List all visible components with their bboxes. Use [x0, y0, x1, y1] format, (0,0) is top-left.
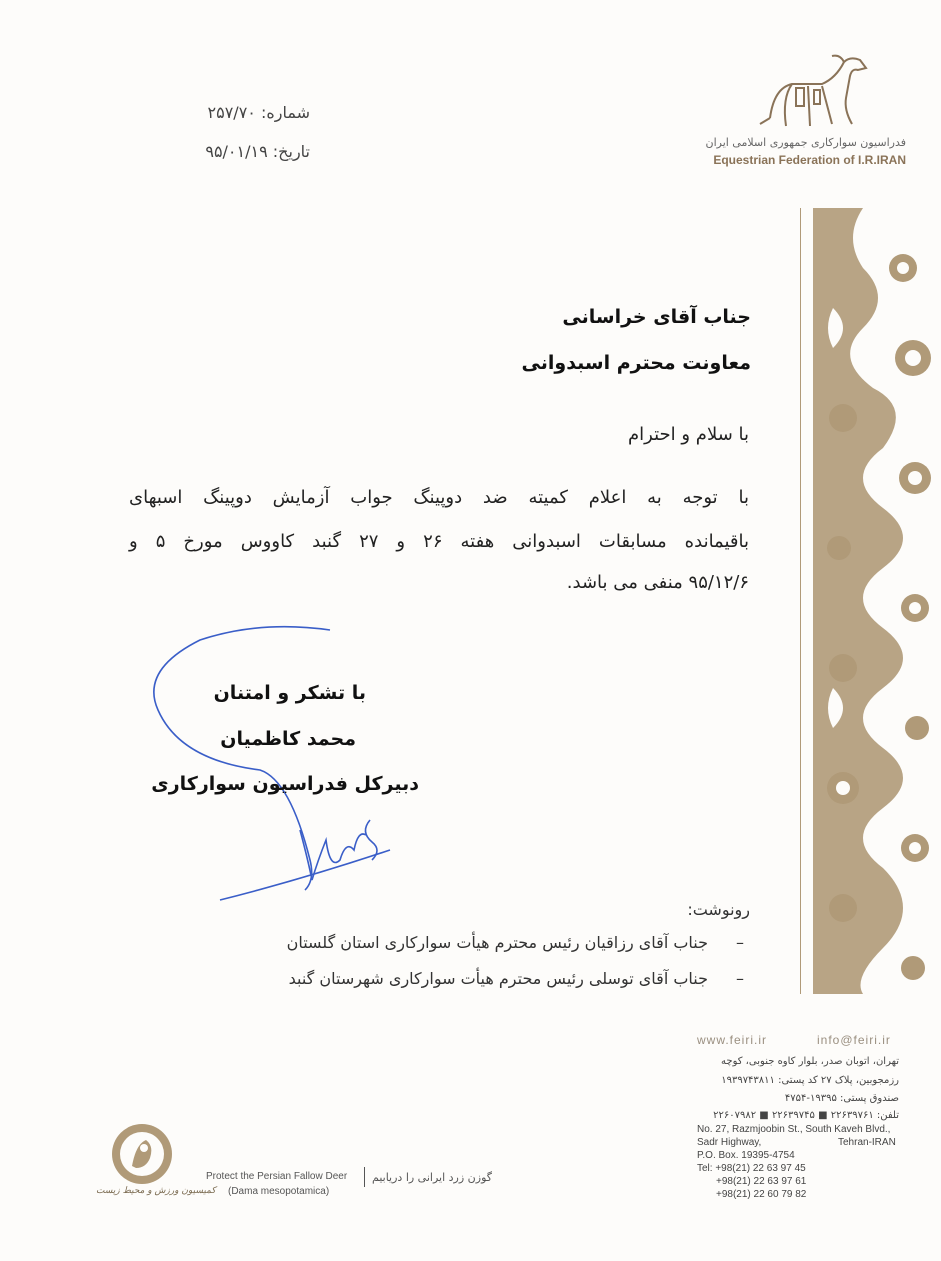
website-link[interactable]: www.feiri.ir: [697, 1033, 768, 1047]
phones-fa: تلفن: ۲۲۶۳۹۷۶۱ ■ ۲۲۶۳۹۷۴۵ ■ ۲۲۶۰۷۹۸۲: [713, 1110, 899, 1121]
signature-icon: [140, 620, 420, 920]
address-en-city: Tehran-IRAN: [838, 1137, 896, 1148]
cc-bullet: –: [736, 933, 744, 952]
address-en-line: Sadr Highway,: [697, 1137, 762, 1148]
deer-slogan-en: Protect the Persian Fallow Deer: [206, 1171, 348, 1182]
body-line: ۹۵/۱۲/۶ منفی می باشد.: [566, 572, 749, 593]
divider: [364, 1167, 365, 1187]
cc-item-text: جناب آقای توسلی رئیس محترم هیأت سوارکاری شهرستان گنبد: [288, 969, 708, 988]
signatory-name: محمد کاظمیان: [220, 728, 356, 750]
cc-item: [287, 933, 744, 952]
cc-bullet: –: [736, 969, 744, 988]
cc-label: رونوشت:: [687, 900, 750, 919]
federation-name-en: Equestrian Federation of I.R.IRAN: [713, 153, 906, 167]
pobox-en: P.O. Box. 19395-4754: [697, 1150, 795, 1161]
email-link[interactable]: info@feiri.ir: [817, 1033, 891, 1047]
address-fa-line: تهران، اتوبان صدر، بلوار کاوه جنوبی، کوچه: [721, 1056, 899, 1067]
address-en-line: No. 27, Razmjoobin St., South Kaveh Blvd.,: [697, 1124, 891, 1135]
addressee-name: جناب آقای خراسانی: [562, 306, 751, 328]
deer-scientific-name: (Dama mesopotamica): [228, 1186, 330, 1197]
letter-number: شماره: ۲۵۷/۷۰: [207, 103, 310, 122]
address-fa-line: رزمجوبین، پلاک ۲۷ کد پستی: ۱۹۳۹۷۴۳۸۱۱: [721, 1075, 899, 1086]
greeting: با سلام و احترام: [628, 424, 749, 445]
closing-line: با تشکر و امتنان: [213, 682, 366, 704]
body-line: با توجه به اعلام کمیته ضد دوپینگ جواب آزمایش دوپینگ اسبهای: [129, 487, 749, 508]
body-line: باقیمانده مسابقات اسبدوانی هفته ۲۶ و ۲۷ گنبد کاووس مورخ ۵ و: [129, 531, 749, 552]
ornament-icon: [803, 208, 941, 994]
cc-item: [289, 969, 744, 988]
cc-item-text: جناب آقای رزاقیان رئیس محترم هیأت سوارکاری استان گلستان: [286, 933, 708, 952]
horse-logo-icon: [752, 48, 872, 132]
phone-line: +98(21) 22 60 79 82: [716, 1189, 807, 1200]
addressee-title: معاونت محترم اسبدوانی: [521, 352, 751, 374]
pobox-fa: صندوق پستی: ۱۹۳۹۵-۴۷۵۴: [784, 1093, 899, 1104]
phone-line: +98(21) 22 63 97 61: [716, 1176, 807, 1187]
emblem-caption: کمیسیون ورزش و محیط زیست: [96, 1186, 216, 1196]
environment-emblem-icon: [106, 1118, 178, 1190]
signatory-title: دبیرکل فدراسیون سوارکاری: [151, 773, 419, 795]
federation-name-fa: فدراسیون سوارکاری جمهوری اسلامی ایران: [705, 136, 906, 149]
deer-slogan-fa: گوزن زرد ایرانی را دریابیم: [372, 1171, 492, 1184]
letter-date: تاریخ: ۹۵/۰۱/۱۹: [205, 142, 310, 161]
phone-line: Tel: +98(21) 22 63 97 45: [697, 1163, 806, 1174]
ornament-divider: [800, 208, 801, 994]
